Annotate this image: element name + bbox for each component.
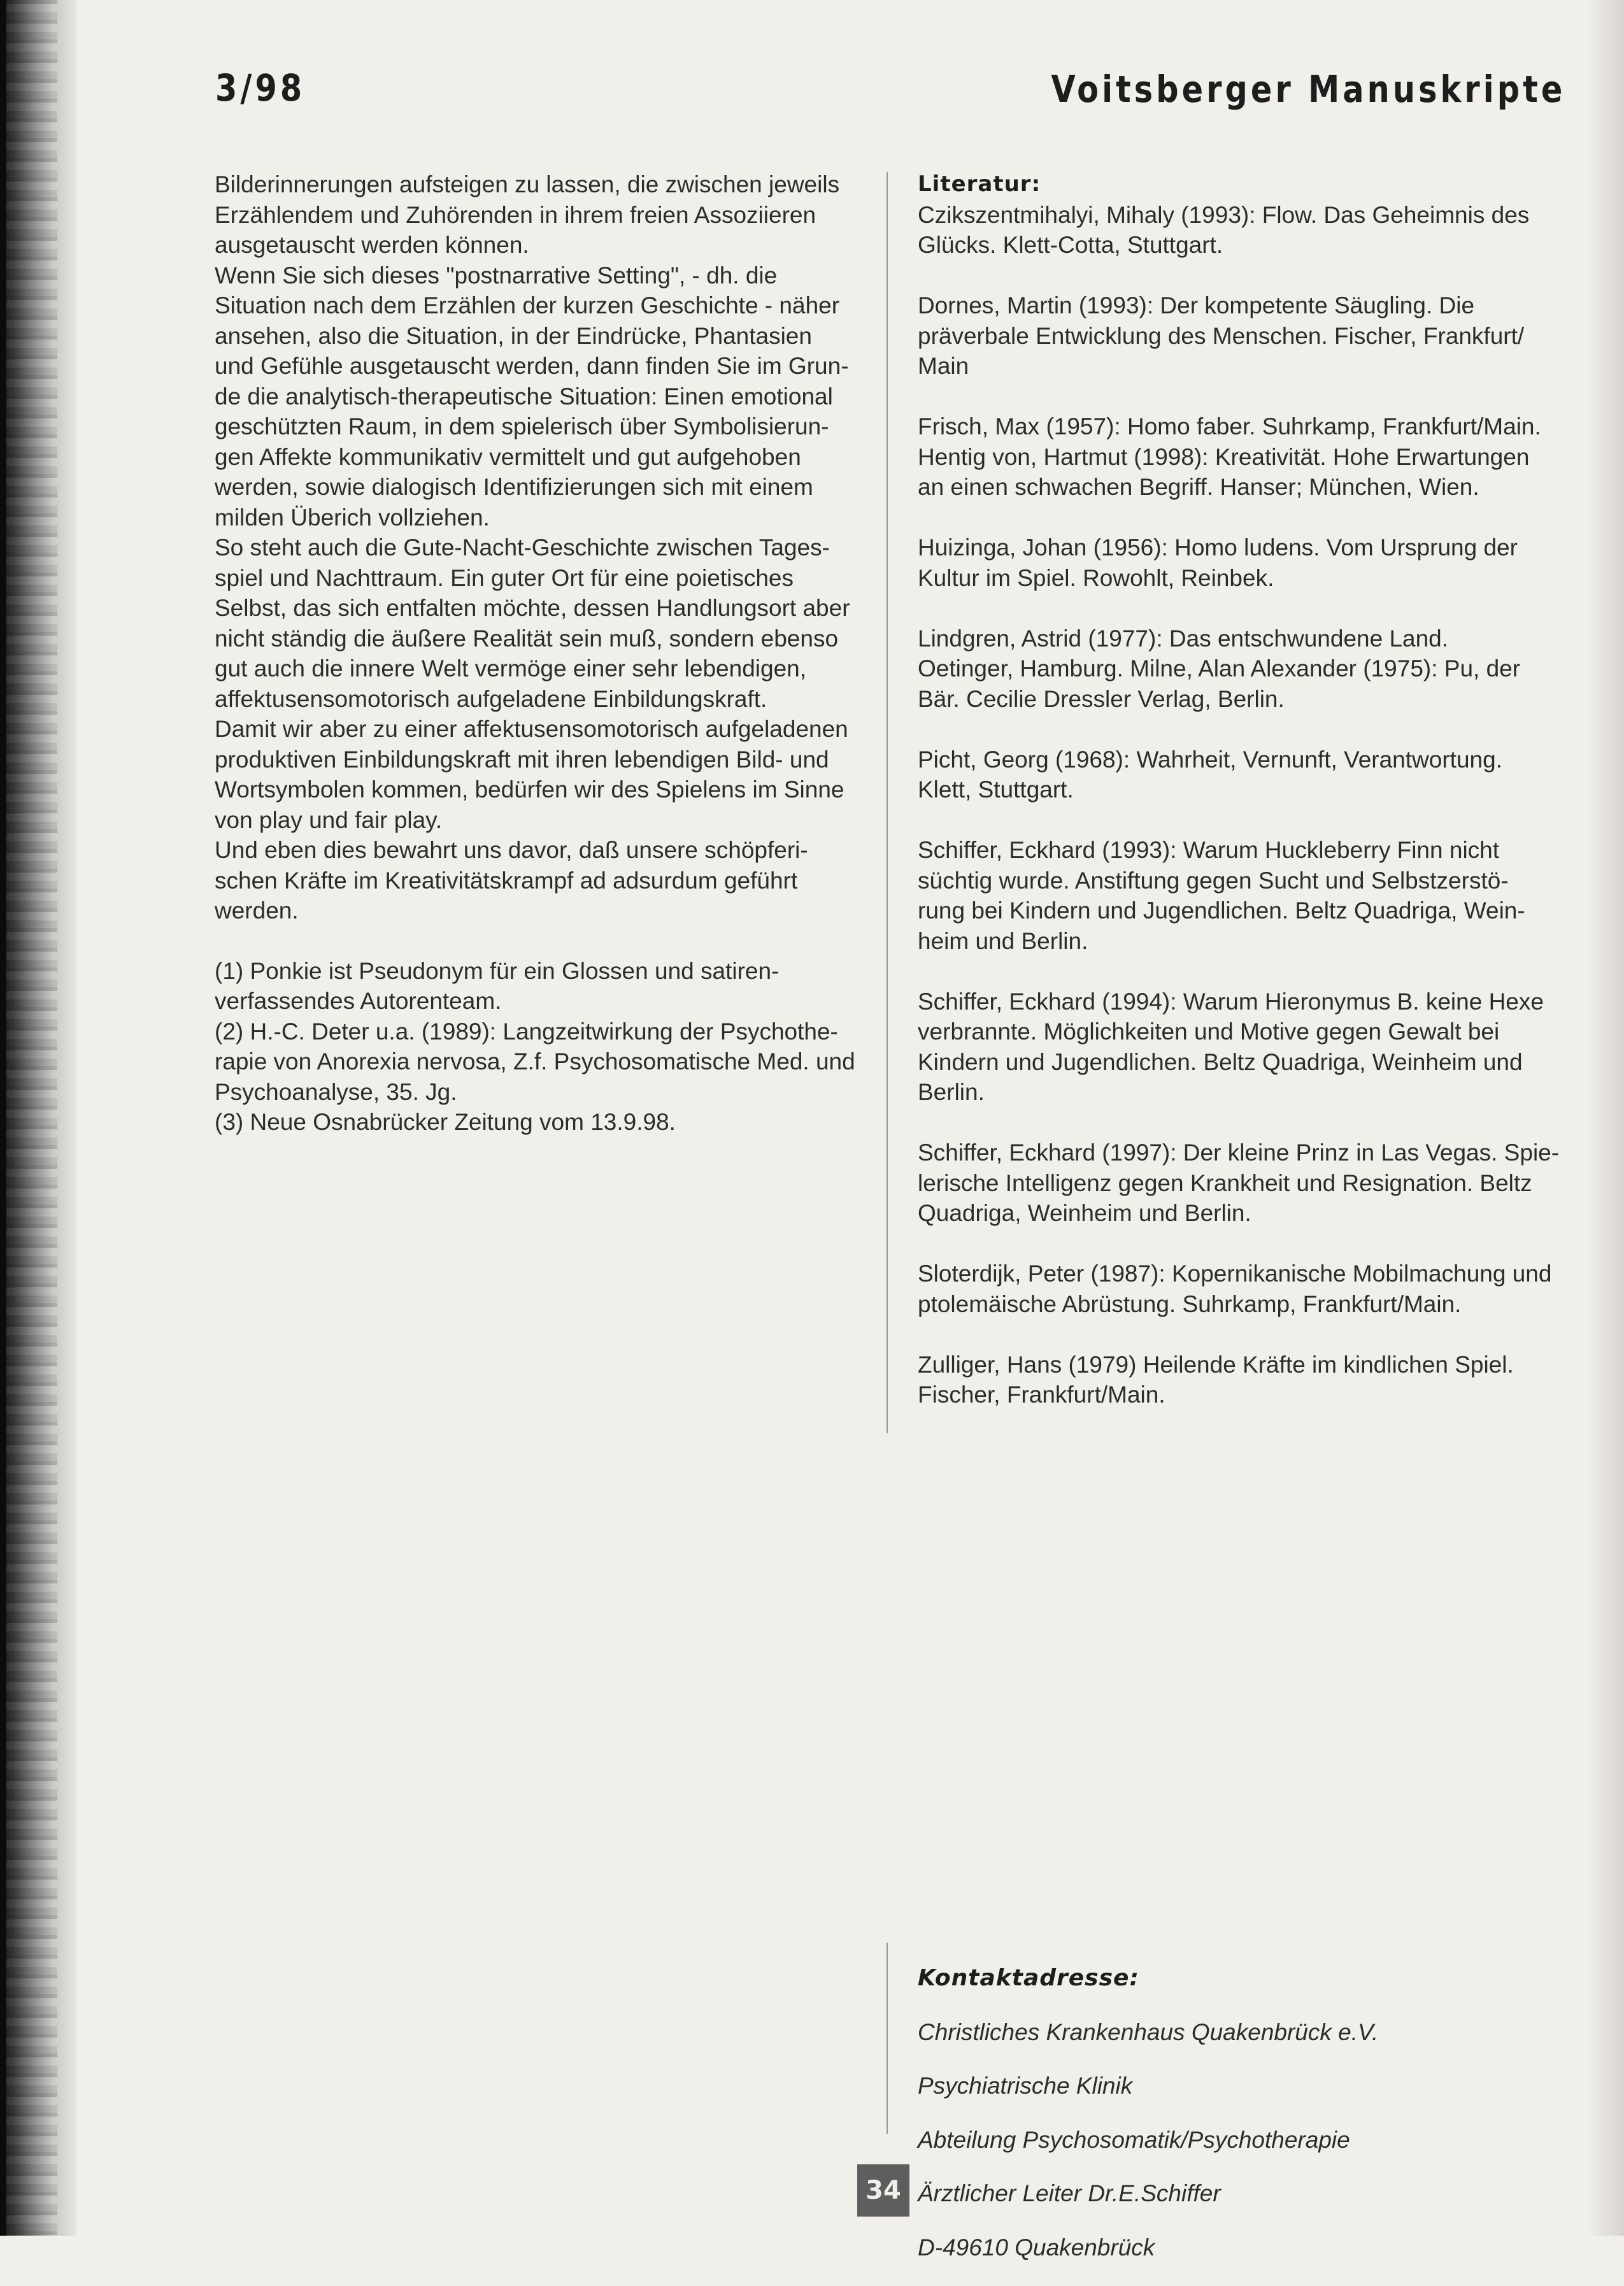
body-line: nicht ständig die äußere Realität sein muß, sondern ebenso	[215, 625, 839, 652]
body-line: affektusensomotorisch aufgeladene Einbildungskraft.	[215, 685, 767, 712]
body-line: ansehen, also die Situation, in der Eindrücke, Phantasien	[215, 322, 812, 349]
body-line: Wortsymbolen kommen, bedürfen wir des Spielens im Sinne	[215, 776, 844, 803]
reference-entry	[918, 745, 1561, 805]
body-line: produktiven Einbildungskraft mit ihren lebendigen Bild- und	[215, 746, 829, 773]
reference-line: Lindgren, Astrid (1977): Das entschwundene Land.	[918, 625, 1449, 652]
footnote-line: (1) Ponkie ist Pseudonym für ein Glossen und satiren-	[215, 957, 780, 984]
body-line: gen Affekte kommunikativ vermittelt und gut aufgehoben	[215, 443, 801, 470]
reference-line: Sloterdijk, Peter (1987): Kopernikanische Mobilmachung und	[918, 1261, 1552, 1287]
book-spine-edge	[0, 0, 6, 2236]
reference-entry	[918, 1350, 1561, 1410]
footnote-line: (3) Neue Osnabrücker Zeitung vom 13.9.98.	[215, 1109, 676, 1135]
reference-line: an einen schwachen Begriff. Hanser; München, Wien.	[918, 474, 1479, 500]
body-line: werden.	[215, 897, 299, 924]
contact-line: Christliches Krankenhaus Quakenbrück e.V.	[918, 2018, 1379, 2045]
reference-line: süchtig wurde. Anstiftung gegen Sucht und Selbstzerstö-	[918, 867, 1509, 894]
page-edge-shadow	[1586, 0, 1624, 2236]
reference-line: Huizinga, Johan (1956): Homo ludens. Vom Ursprung der	[918, 534, 1518, 561]
reference-line: verbrannte. Möglichkeiten und Motive gegen Gewalt bei	[918, 1018, 1500, 1045]
body-line: werden, sowie dialogisch Identifizierungen sich mit einem	[215, 474, 813, 500]
reference-line: lerische Intelligenz gegen Krankheit und Resignation. Beltz	[918, 1169, 1532, 1196]
reference-entry	[918, 1259, 1561, 1319]
reference-line: Oetinger, Hamburg. Milne, Alan Alexander (1975): Pu, der	[918, 655, 1521, 682]
publication-title: Voitsberger Manuskripte	[1051, 68, 1565, 111]
body-line: spiel und Nachttraum. Ein guter Ort für eine poietisches	[215, 564, 794, 591]
literature-column	[918, 169, 1561, 1440]
reference-line: rung bei Kindern und Jugendlichen. Beltz Quadriga, Wein-	[918, 897, 1525, 924]
body-line: Und eben dies bewahrt uns davor, daß unsere schöpferi-	[215, 837, 808, 863]
reference-entry	[918, 411, 1561, 503]
reference-line: Klett, Stuttgart.	[918, 776, 1074, 803]
body-line: So steht auch die Gute-Nacht-Geschichte zwischen Tages-	[215, 534, 830, 561]
contact-divider	[887, 1943, 888, 2134]
left-column	[215, 169, 864, 1138]
contact-line: Psychiatrische Klinik	[918, 2073, 1133, 2099]
reference-line: Kindern und Jugendlichen. Beltz Quadriga, Weinheim und	[918, 1048, 1523, 1075]
reference-entry	[918, 1138, 1561, 1229]
body-line: Situation nach dem Erzählen der kurzen Geschichte - näher	[215, 292, 840, 318]
body-line: ausgetauscht werden können.	[215, 232, 529, 258]
body-line: schen Kräfte im Kreativitätskrampf ad adsurdum geführt	[215, 867, 798, 894]
literature-heading: Literatur:	[918, 171, 1041, 197]
reference-line: Berlin.	[918, 1079, 985, 1105]
body-line: Bilderinnerungen aufsteigen zu lassen, die zwischen jeweils	[215, 171, 840, 197]
contact-address	[918, 1940, 1555, 2286]
reference-entry	[918, 835, 1561, 956]
footnote-line: verfassendes Autorenteam.	[215, 988, 502, 1014]
reference-line: Kultur im Spiel. Rowohlt, Reinbek.	[918, 564, 1274, 591]
reference-line: Zulliger, Hans (1979) Heilende Kräfte im kindlichen Spiel.	[918, 1351, 1514, 1378]
footnote-line: Psychoanalyse, 35. Jg.	[215, 1078, 457, 1105]
issue-number: 3/98	[215, 66, 306, 110]
reference-line: Quadriga, Weinheim und Berlin.	[918, 1200, 1251, 1226]
reference-line: Dornes, Martin (1993): Der kompetente Säugling. Die	[918, 292, 1475, 318]
footnotes	[215, 956, 864, 1138]
reference-line: Glücks. Klett-Cotta, Stuttgart.	[918, 232, 1223, 258]
reference-entry	[918, 200, 1561, 261]
body-line: geschützten Raum, in dem spielerisch über Symbolisierun-	[215, 413, 829, 439]
reference-line: Frisch, Max (1957): Homo faber. Suhrkamp, Frankfurt/Main.	[918, 413, 1541, 439]
reference-line: Main	[918, 353, 969, 379]
reference-entry	[918, 290, 1561, 382]
paragraph-gap	[215, 926, 864, 956]
reference-line: Fischer, Frankfurt/Main.	[918, 1382, 1165, 1408]
contact-line: Ärztlicher Leiter Dr.E.Schiffer	[918, 2180, 1221, 2206]
body-line: milden Überich vollziehen.	[215, 504, 490, 531]
contact-line: Abteilung Psychosomatik/Psychotherapie	[918, 2126, 1350, 2153]
reference-entry	[918, 987, 1561, 1108]
body-line: Selbst, das sich entfalten möchte, dessen Handlungsort aber	[215, 595, 850, 621]
reference-line: Schiffer, Eckhard (1993): Warum Huckleberry Finn nicht	[918, 837, 1500, 863]
page-number: 34	[857, 2164, 909, 2217]
footnote-line: rapie von Anorexia nervosa, Z.f. Psychosomatische Med. und	[215, 1048, 855, 1075]
footnote-line: (2) H.-C. Deter u.a. (1989): Langzeitwirkung der Psychothe-	[215, 1018, 838, 1045]
body-line: und Gefühle ausgetauscht werden, dann finden Sie im Grun-	[215, 353, 849, 379]
reference-line: Czikszentmihalyi, Mihaly (1993): Flow. Das Geheimnis des	[918, 201, 1530, 228]
body-text	[215, 169, 864, 926]
contact-heading: Kontaktadresse:	[918, 1965, 1139, 1991]
body-line: Damit wir aber zu einer affektusensomotorisch aufgeladenen	[215, 716, 848, 742]
reference-line: Bär. Cecilie Dressler Verlag, Berlin.	[918, 685, 1285, 712]
reference-line: Schiffer, Eckhard (1997): Der kleine Prinz in Las Vegas. Spie-	[918, 1139, 1560, 1166]
body-line: von play und fair play.	[215, 806, 443, 833]
body-line: Wenn Sie sich dieses "postnarrative Setting", - dh. die	[215, 262, 778, 289]
body-line: gut auch die innere Welt vermöge einer sehr lebendigen,	[215, 655, 807, 682]
contact-line: D-49610 Quakenbrück	[918, 2234, 1155, 2261]
reference-entry	[918, 532, 1561, 593]
body-line: de die analytisch-therapeutische Situation: Einen emotional	[215, 383, 833, 410]
body-line: Erzählendem und Zuhörenden in ihrem freien Assoziieren	[215, 201, 816, 228]
column-divider	[887, 172, 888, 1433]
book-spine-texture	[0, 0, 57, 2236]
reference-line: ptolemäische Abrüstung. Suhrkamp, Frankfurt/Main.	[918, 1290, 1462, 1317]
reference-line: Schiffer, Eckhard (1994): Warum Hieronymus B. keine Hexe	[918, 988, 1544, 1015]
reference-line: präverbale Entwicklung des Menschen. Fischer, Frankfurt/	[918, 322, 1525, 349]
reference-line: heim und Berlin.	[918, 927, 1088, 954]
reference-entry	[918, 624, 1561, 715]
reference-line: Hentig von, Hartmut (1998): Kreativität. Hohe Erwartungen	[918, 443, 1530, 470]
reference-line: Picht, Georg (1968): Wahrheit, Vernunft, Verantwortung.	[918, 746, 1502, 773]
